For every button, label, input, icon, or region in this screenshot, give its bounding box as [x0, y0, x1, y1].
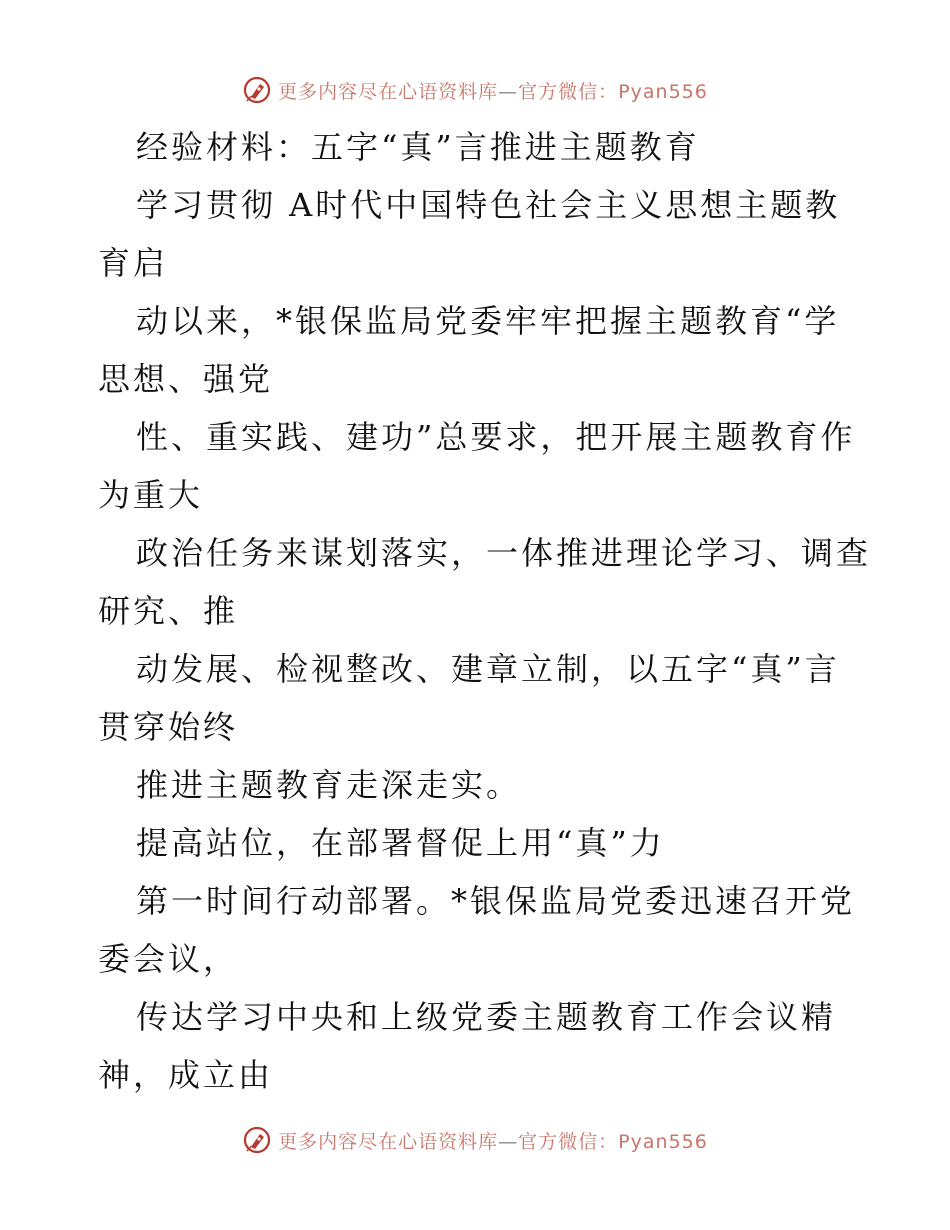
paragraph-line: 贯穿始终	[98, 708, 239, 746]
paragraph-line: 育启	[98, 244, 169, 282]
section-heading: 提高站位，在部署督促上用“真”力	[136, 824, 665, 862]
paragraph-line: 动以来，*银保监局党委牢牢把握主题教育“学	[136, 302, 840, 340]
header-banner	[0, 70, 950, 110]
paragraph-line: 为重大	[98, 476, 204, 514]
paragraph-line: 神，成立由	[98, 1056, 274, 1094]
paragraph-line: 委会议，	[98, 940, 239, 978]
paragraph-line: 第一时间行动部署。*银保监局党委迅速召开党	[136, 882, 856, 920]
paragraph-line: 研究、推	[98, 592, 239, 630]
paragraph-line: 动发展、检视整改、建章立制，以五字“真”言	[136, 650, 840, 688]
paragraph-line: 推进主题教育走深走实。	[136, 766, 522, 804]
footer-banner	[0, 1120, 950, 1160]
paragraph-line: 传达学习中央和上级党委主题教育工作会议精	[136, 998, 837, 1036]
document-title: 经验材料：五字“真”言推进主题教育	[136, 128, 700, 166]
paragraph-line: 思想、强党	[98, 360, 274, 398]
banner-text: 更多内容尽在心语资料库—官方微信：Pyan556	[278, 1130, 708, 1153]
pen-nib-logo-icon	[242, 75, 272, 105]
document-body	[98, 118, 872, 1104]
banner-text: 更多内容尽在心语资料库—官方微信：Pyan556	[278, 80, 708, 103]
pen-nib-logo-icon	[242, 1125, 272, 1155]
paragraph-line: 学习贯彻 A时代中国特色社会主义思想主题教	[136, 186, 841, 224]
paragraph-line: 性、重实践、建功”总要求，把开展主题教育作	[136, 418, 856, 456]
paragraph-line: 政治任务来谋划落实，一体推进理论学习、调查	[136, 534, 872, 572]
